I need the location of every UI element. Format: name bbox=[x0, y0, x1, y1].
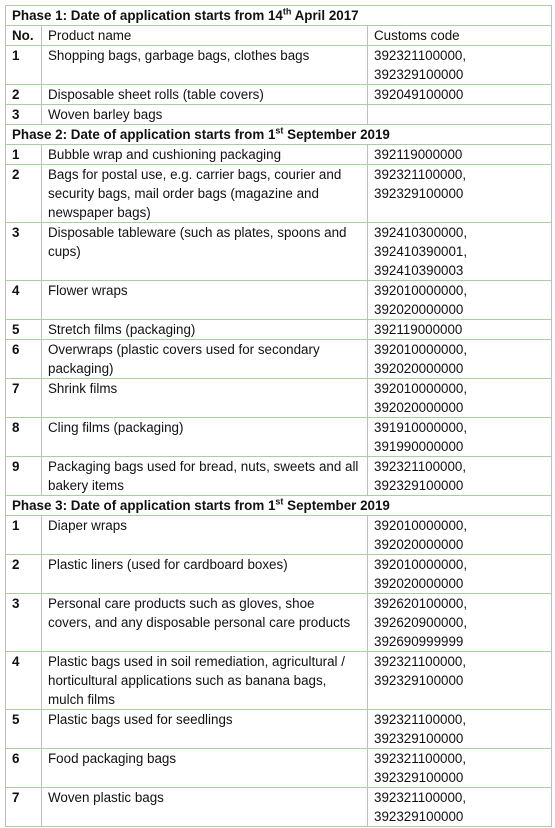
customs-code-line: 392020000000 bbox=[374, 302, 464, 317]
table-row bbox=[6, 516, 552, 555]
customs-code bbox=[368, 652, 552, 710]
customs-code-line: 392690999999 bbox=[374, 634, 464, 649]
customs-code-line: 392410390001, bbox=[374, 244, 468, 259]
customs-code bbox=[368, 165, 552, 223]
product-name: Diaper wraps bbox=[42, 516, 368, 555]
customs-code-line: 392010000000, bbox=[374, 283, 468, 298]
row-number: 3 bbox=[6, 594, 42, 652]
row-number: 4 bbox=[6, 281, 42, 320]
customs-code-line: 392329100000 bbox=[374, 478, 464, 493]
product-name: Disposable tableware (such as plates, spoons and cups) bbox=[42, 223, 368, 281]
plastic-products-table bbox=[5, 5, 552, 827]
customs-code-line: 392329100000 bbox=[374, 67, 464, 82]
customs-code-line: 392329100000 bbox=[374, 731, 464, 746]
table-row bbox=[6, 281, 552, 320]
customs-code-line: 392321100000, bbox=[374, 654, 467, 669]
header-product-name: Product name bbox=[42, 26, 368, 46]
product-name: Woven barley bags bbox=[42, 105, 368, 125]
product-name: Stretch films (packaging) bbox=[42, 320, 368, 340]
customs-code-line: 391910000000, bbox=[374, 420, 468, 435]
customs-code-line: 392020000000 bbox=[374, 361, 464, 376]
table-row bbox=[6, 85, 552, 105]
customs-code bbox=[368, 46, 552, 85]
customs-code bbox=[368, 223, 552, 281]
row-number: 7 bbox=[6, 788, 42, 827]
customs-code-line: 392410390003 bbox=[374, 263, 464, 278]
row-number: 4 bbox=[6, 652, 42, 710]
customs-code bbox=[368, 340, 552, 379]
table-row bbox=[6, 46, 552, 85]
table-row bbox=[6, 555, 552, 594]
row-number: 5 bbox=[6, 710, 42, 749]
customs-code-line: 392321100000, bbox=[374, 751, 467, 766]
table-row bbox=[6, 165, 552, 223]
customs-code-line: 392329100000 bbox=[374, 770, 464, 785]
phase-title-ordinal: th bbox=[282, 6, 292, 17]
customs-code-line: 392020000000 bbox=[374, 400, 464, 415]
product-name: Plastic liners (used for cardboard boxes) bbox=[42, 555, 368, 594]
row-number: 7 bbox=[6, 379, 42, 418]
customs-code-line: 392049100000 bbox=[374, 87, 464, 102]
product-name: Overwraps (plastic covers used for secondary packaging) bbox=[42, 340, 368, 379]
customs-code-line: 392119000000 bbox=[374, 322, 463, 337]
customs-code bbox=[368, 516, 552, 555]
customs-code-line: 392620100000, bbox=[374, 596, 468, 611]
customs-code bbox=[368, 418, 552, 457]
row-number: 6 bbox=[6, 749, 42, 788]
customs-code bbox=[368, 281, 552, 320]
customs-code-line: 392329100000 bbox=[374, 809, 464, 824]
product-name: Bubble wrap and cushioning packaging bbox=[42, 145, 368, 165]
customs-code-line: 392010000000, bbox=[374, 381, 468, 396]
row-number: 3 bbox=[6, 223, 42, 281]
phase-title-date: September 2019 bbox=[283, 498, 390, 513]
customs-code bbox=[368, 145, 552, 165]
customs-code bbox=[368, 749, 552, 788]
customs-code-line: 392410300000, bbox=[374, 225, 468, 240]
table-row bbox=[6, 594, 552, 652]
column-header-row bbox=[6, 26, 552, 46]
customs-code-line: 392321100000, bbox=[374, 48, 467, 63]
phase-title: Phase 2: Date of application starts from 1 bbox=[12, 127, 276, 142]
customs-code bbox=[368, 788, 552, 827]
row-number: 1 bbox=[6, 516, 42, 555]
product-name: Food packaging bags bbox=[42, 749, 368, 788]
row-number: 8 bbox=[6, 418, 42, 457]
table-body bbox=[6, 6, 552, 827]
product-name: Plastic bags used for seedlings bbox=[42, 710, 368, 749]
product-name: Packaging bags used for bread, nuts, sweets and all bakery items bbox=[42, 457, 368, 496]
table-row bbox=[6, 418, 552, 457]
customs-code-line: 392119000000 bbox=[374, 147, 463, 162]
phase-title: Phase 3: Date of application starts from 1 bbox=[12, 498, 276, 513]
customs-code-line: 392010000000, bbox=[374, 518, 468, 533]
row-number: 5 bbox=[6, 320, 42, 340]
table-row bbox=[6, 652, 552, 710]
table-row bbox=[6, 145, 552, 165]
row-number: 1 bbox=[6, 145, 42, 165]
customs-code-line: 392329100000 bbox=[374, 673, 464, 688]
row-number: 9 bbox=[6, 457, 42, 496]
customs-code bbox=[368, 457, 552, 496]
customs-code-line: 392010000000, bbox=[374, 557, 468, 572]
phase-heading-row bbox=[6, 125, 552, 145]
table-row bbox=[6, 710, 552, 749]
customs-code-line: 392020000000 bbox=[374, 576, 464, 591]
phase-heading bbox=[6, 496, 552, 516]
customs-code bbox=[368, 85, 552, 105]
customs-code bbox=[368, 320, 552, 340]
product-name: Bags for postal use, e.g. carrier bags, courier and security bags, mail order bags (magazine and newspaper bags) bbox=[42, 165, 368, 223]
product-name: Disposable sheet rolls (table covers) bbox=[42, 85, 368, 105]
row-number: 3 bbox=[6, 105, 42, 125]
customs-code bbox=[368, 105, 552, 125]
product-name: Cling films (packaging) bbox=[42, 418, 368, 457]
phase-heading-row bbox=[6, 496, 552, 516]
table-row bbox=[6, 379, 552, 418]
row-number: 2 bbox=[6, 85, 42, 105]
table-row bbox=[6, 320, 552, 340]
phase-heading bbox=[6, 6, 552, 26]
phase-title-ordinal: st bbox=[275, 496, 284, 507]
customs-code-line: 392010000000, bbox=[374, 342, 468, 357]
product-name: Shopping bags, garbage bags, clothes bags bbox=[42, 46, 368, 85]
phase-title-date: April 2017 bbox=[291, 8, 359, 23]
product-name: Personal care products such as gloves, shoe covers, and any disposable personal care products bbox=[42, 594, 368, 652]
table-row bbox=[6, 788, 552, 827]
row-number: 2 bbox=[6, 165, 42, 223]
phase-title-date: September 2019 bbox=[283, 127, 390, 142]
customs-code-line: 392020000000 bbox=[374, 537, 464, 552]
product-name: Flower wraps bbox=[42, 281, 368, 320]
customs-code-line: 391990000000 bbox=[374, 439, 464, 454]
header-customs-code: Customs code bbox=[368, 26, 552, 46]
customs-code-line: 392329100000 bbox=[374, 186, 464, 201]
table-row bbox=[6, 105, 552, 125]
customs-code-line: 392321100000, bbox=[374, 712, 467, 727]
product-name: Plastic bags used in soil remediation, agricultural / horticultural applications such as banana bags, mulch films bbox=[42, 652, 368, 710]
table-row bbox=[6, 457, 552, 496]
phase-title-ordinal: st bbox=[275, 125, 284, 136]
row-number: 1 bbox=[6, 46, 42, 85]
customs-code bbox=[368, 379, 552, 418]
row-number: 2 bbox=[6, 555, 42, 594]
customs-code-line: 392620900000, bbox=[374, 615, 468, 630]
phase-heading-row bbox=[6, 6, 552, 26]
table-row bbox=[6, 340, 552, 379]
phase-title: Phase 1: Date of application starts from 14 bbox=[12, 8, 283, 23]
product-name: Woven plastic bags bbox=[42, 788, 368, 827]
table-row bbox=[6, 749, 552, 788]
customs-code-line: 392321100000, bbox=[374, 167, 467, 182]
header-no: No. bbox=[6, 26, 42, 46]
customs-code bbox=[368, 710, 552, 749]
table-row bbox=[6, 223, 552, 281]
phase-heading bbox=[6, 125, 552, 145]
customs-code bbox=[368, 555, 552, 594]
product-name: Shrink films bbox=[42, 379, 368, 418]
customs-code-line: 392321100000, bbox=[374, 790, 467, 805]
customs-code-line: 392321100000, bbox=[374, 459, 467, 474]
row-number: 6 bbox=[6, 340, 42, 379]
customs-code bbox=[368, 594, 552, 652]
